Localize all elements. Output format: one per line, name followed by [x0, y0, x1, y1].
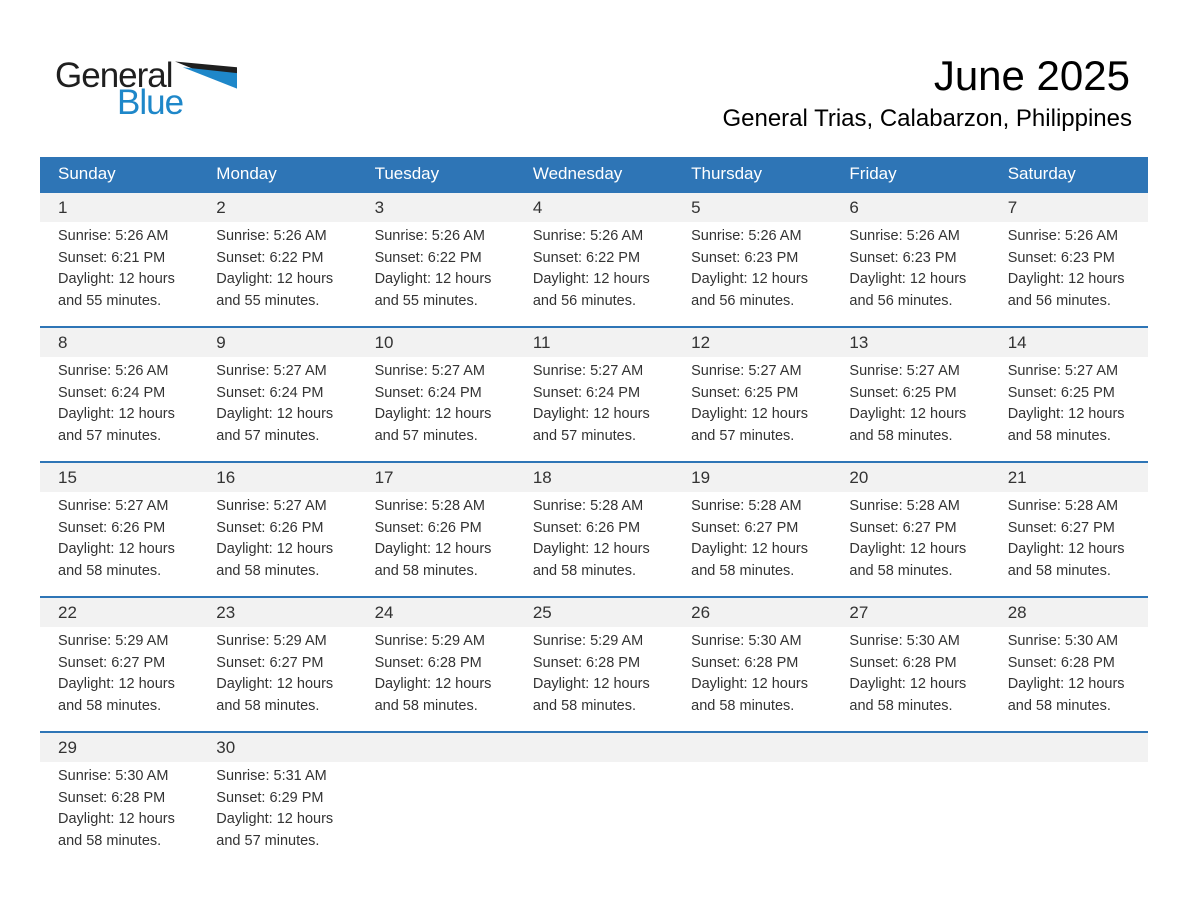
day-info: [673, 492, 831, 582]
daylight-text-line1: Daylight: 12 hours: [849, 676, 967, 692]
calendar-day-cell: [198, 192, 356, 327]
daylight-text-line2: and 58 minutes.: [849, 562, 953, 579]
day-number: 2: [198, 193, 356, 222]
week-row-3: [40, 462, 1148, 597]
sunset-text: Sunset: 6:24 PM: [374, 384, 482, 401]
day-info: [831, 222, 989, 312]
calendar-day-cell: [40, 327, 198, 462]
sunrise-text: Sunrise: 5:27 AM: [374, 363, 485, 379]
calendar-empty-cell: [990, 732, 1148, 866]
daylight-text-line1: Daylight: 12 hours: [58, 811, 175, 827]
day-number: 24: [357, 598, 515, 627]
weekday-header-monday: Monday: [198, 157, 356, 192]
month-title: June 2025: [933, 52, 1130, 99]
day-number: 17: [357, 463, 515, 492]
day-info: [990, 762, 1148, 766]
sunset-text: Sunset: 6:28 PM: [691, 654, 799, 671]
daylight-text-line1: Daylight: 12 hours: [691, 406, 808, 422]
general-blue-logo: [55, 58, 275, 120]
sunrise-text: Sunrise: 5:27 AM: [849, 363, 960, 379]
day-number: [990, 733, 1148, 762]
day-number: 8: [40, 328, 198, 357]
sunset-text: Sunset: 6:26 PM: [216, 519, 324, 536]
daylight-text-line1: Daylight: 12 hours: [1007, 406, 1125, 422]
daylight-text-line2: and 55 minutes.: [58, 292, 162, 309]
day-number: 10: [357, 328, 515, 357]
sunset-text: Sunset: 6:29 PM: [216, 789, 324, 806]
sunrise-text: Sunrise: 5:26 AM: [58, 228, 169, 244]
day-number: 21: [990, 463, 1148, 492]
day-info: [990, 627, 1148, 717]
day-number: 22: [40, 598, 198, 627]
logo-triangle-icon: [175, 59, 237, 93]
calendar-day-cell: [40, 462, 198, 597]
sunrise-text: Sunrise: 5:29 AM: [216, 633, 327, 649]
sunset-text: Sunset: 6:28 PM: [374, 654, 482, 671]
daylight-text-line1: Daylight: 12 hours: [216, 676, 334, 692]
day-number: 4: [515, 193, 673, 222]
daylight-text-line2: and 58 minutes.: [58, 697, 162, 714]
sunrise-text: Sunrise: 5:26 AM: [58, 363, 169, 379]
daylight-text-line1: Daylight: 12 hours: [58, 406, 175, 422]
day-info: [831, 627, 989, 717]
day-info: [990, 357, 1148, 447]
sunrise-text: Sunrise: 5:28 AM: [532, 498, 644, 514]
day-info: [357, 492, 515, 582]
sunset-text: Sunset: 6:28 PM: [532, 654, 641, 671]
logo-text-general: General: [55, 56, 173, 95]
sunset-text: Sunset: 6:25 PM: [849, 384, 957, 401]
calendar-body: [40, 192, 1148, 866]
day-info: [990, 222, 1148, 312]
daylight-text-line2: and 56 minutes.: [849, 292, 953, 309]
weekday-header-sunday: Sunday: [40, 157, 198, 192]
calendar-day-cell: [990, 327, 1148, 462]
daylight-text-line1: Daylight: 12 hours: [216, 811, 334, 827]
week-row-5: [40, 732, 1148, 866]
calendar-day-cell: [198, 732, 356, 866]
sunset-text: Sunset: 6:25 PM: [691, 384, 799, 401]
day-info: [40, 762, 198, 852]
day-number: 19: [673, 463, 831, 492]
day-number: 25: [515, 598, 673, 627]
sunrise-text: Sunrise: 5:30 AM: [849, 633, 960, 649]
daylight-text-line1: Daylight: 12 hours: [1007, 676, 1125, 692]
sunrise-text: Sunrise: 5:26 AM: [1007, 228, 1119, 244]
daylight-text-line2: and 58 minutes.: [374, 697, 478, 714]
day-info: [673, 762, 831, 766]
sunrise-text: Sunrise: 5:27 AM: [58, 498, 169, 514]
sunset-text: Sunset: 6:27 PM: [58, 654, 166, 671]
day-number: 3: [357, 193, 515, 222]
logo-text-blue: Blue: [117, 83, 184, 122]
calendar-day-cell: [357, 327, 515, 462]
sunrise-text: Sunrise: 5:27 AM: [1007, 363, 1119, 379]
day-number: 6: [831, 193, 989, 222]
daylight-text-line1: Daylight: 12 hours: [216, 541, 334, 557]
day-info: [831, 357, 989, 447]
daylight-text-line2: and 58 minutes.: [691, 562, 795, 579]
daylight-text-line2: and 58 minutes.: [1007, 697, 1111, 714]
daylight-text-line1: Daylight: 12 hours: [1007, 541, 1125, 557]
calendar-day-cell: [831, 462, 989, 597]
day-number: 9: [198, 328, 356, 357]
daylight-text-line1: Daylight: 12 hours: [849, 406, 967, 422]
day-number: [673, 733, 831, 762]
daylight-text-line1: Daylight: 12 hours: [374, 406, 492, 422]
day-info: [673, 357, 831, 447]
sunset-text: Sunset: 6:27 PM: [216, 654, 324, 671]
day-info: [198, 762, 356, 852]
sunrise-text: Sunrise: 5:30 AM: [691, 633, 802, 649]
calendar-day-cell: [990, 462, 1148, 597]
sunset-text: Sunset: 6:27 PM: [849, 519, 957, 536]
calendar-day-cell: [673, 327, 831, 462]
calendar-day-cell: [831, 192, 989, 327]
day-info: [673, 222, 831, 312]
daylight-text-line1: Daylight: 12 hours: [58, 541, 175, 557]
sunset-text: Sunset: 6:21 PM: [58, 249, 166, 266]
calendar-day-cell: [40, 732, 198, 866]
daylight-text-line2: and 58 minutes.: [58, 562, 162, 579]
daylight-text-line1: Daylight: 12 hours: [216, 271, 334, 287]
calendar-day-cell: [40, 597, 198, 732]
day-number: [831, 733, 989, 762]
daylight-text-line2: and 56 minutes.: [691, 292, 795, 309]
daylight-text-line2: and 58 minutes.: [1007, 427, 1111, 444]
sunrise-text: Sunrise: 5:27 AM: [691, 363, 802, 379]
daylight-text-line2: and 57 minutes.: [691, 427, 795, 444]
sunrise-text: Sunrise: 5:26 AM: [849, 228, 960, 244]
sunset-text: Sunset: 6:28 PM: [849, 654, 957, 671]
daylight-text-line2: and 57 minutes.: [58, 427, 162, 444]
sunset-text: Sunset: 6:24 PM: [58, 384, 166, 401]
day-info: [831, 762, 989, 766]
sunrise-text: Sunrise: 5:28 AM: [691, 498, 802, 514]
daylight-text-line2: and 57 minutes.: [374, 427, 478, 444]
weekday-header-saturday: Saturday: [990, 157, 1148, 192]
daylight-text-line2: and 58 minutes.: [849, 427, 953, 444]
sunrise-text: Sunrise: 5:31 AM: [216, 768, 327, 784]
daylight-text-line2: and 55 minutes.: [374, 292, 478, 309]
day-number: 5: [673, 193, 831, 222]
calendar-day-cell: [673, 597, 831, 732]
day-number: 29: [40, 733, 198, 762]
day-number: 14: [990, 328, 1148, 357]
calendar-day-cell: [357, 597, 515, 732]
daylight-text-line2: and 57 minutes.: [216, 427, 320, 444]
calendar-day-cell: [198, 462, 356, 597]
day-number: 23: [198, 598, 356, 627]
sunrise-text: Sunrise: 5:28 AM: [849, 498, 960, 514]
daylight-text-line2: and 58 minutes.: [216, 562, 320, 579]
sunrise-text: Sunrise: 5:26 AM: [532, 228, 644, 244]
day-info: [357, 357, 515, 447]
sunrise-text: Sunrise: 5:26 AM: [374, 228, 485, 244]
sunset-text: Sunset: 6:23 PM: [849, 249, 957, 266]
daylight-text-line1: Daylight: 12 hours: [216, 406, 334, 422]
sunrise-text: Sunrise: 5:29 AM: [58, 633, 169, 649]
week-row-1: [40, 192, 1148, 327]
sunset-text: Sunset: 6:23 PM: [691, 249, 799, 266]
sunrise-text: Sunrise: 5:29 AM: [532, 633, 644, 649]
sunset-text: Sunset: 6:22 PM: [216, 249, 324, 266]
day-number: 26: [673, 598, 831, 627]
daylight-text-line1: Daylight: 12 hours: [532, 271, 650, 287]
daylight-text-line2: and 58 minutes.: [216, 697, 320, 714]
sunset-text: Sunset: 6:23 PM: [1007, 249, 1115, 266]
sunset-text: Sunset: 6:26 PM: [58, 519, 166, 536]
calendar-day-cell: [40, 192, 198, 327]
sunset-text: Sunset: 6:22 PM: [532, 249, 641, 266]
calendar-table: [40, 157, 1148, 866]
calendar-empty-cell: [673, 732, 831, 866]
day-number: 20: [831, 463, 989, 492]
daylight-text-line1: Daylight: 12 hours: [849, 541, 967, 557]
calendar-empty-cell: [357, 732, 515, 866]
sunrise-text: Sunrise: 5:29 AM: [374, 633, 485, 649]
daylight-text-line2: and 56 minutes.: [1007, 292, 1111, 309]
calendar-day-cell: [990, 597, 1148, 732]
calendar-day-cell: [198, 327, 356, 462]
sunset-text: Sunset: 6:24 PM: [216, 384, 324, 401]
daylight-text-line2: and 58 minutes.: [58, 832, 162, 849]
day-info: [198, 357, 356, 447]
calendar-day-cell: [515, 327, 673, 462]
location-subtitle: General Trias, Calabarzon, Philippines: [722, 105, 1132, 133]
day-info: [515, 492, 673, 582]
daylight-text-line1: Daylight: 12 hours: [849, 271, 967, 287]
day-info: [40, 627, 198, 717]
calendar-day-cell: [673, 462, 831, 597]
day-number: 12: [673, 328, 831, 357]
sunset-text: Sunset: 6:26 PM: [532, 519, 641, 536]
daylight-text-line1: Daylight: 12 hours: [374, 271, 492, 287]
day-number: 18: [515, 463, 673, 492]
sunrise-text: Sunrise: 5:28 AM: [374, 498, 485, 514]
day-number: 28: [990, 598, 1148, 627]
daylight-text-line1: Daylight: 12 hours: [374, 541, 492, 557]
weekday-header-tuesday: Tuesday: [357, 157, 515, 192]
daylight-text-line2: and 57 minutes.: [532, 427, 637, 444]
daylight-text-line1: Daylight: 12 hours: [691, 676, 808, 692]
calendar-day-cell: [198, 597, 356, 732]
calendar-day-cell: [831, 597, 989, 732]
weekday-header-wednesday: Wednesday: [515, 157, 673, 192]
title-block: [722, 52, 1148, 133]
calendar-day-cell: [990, 192, 1148, 327]
sunrise-text: Sunrise: 5:28 AM: [1007, 498, 1119, 514]
sunset-text: Sunset: 6:22 PM: [374, 249, 482, 266]
day-number: 15: [40, 463, 198, 492]
calendar-day-cell: [515, 462, 673, 597]
calendar-header: [40, 157, 1148, 192]
day-info: [673, 627, 831, 717]
day-number: 11: [515, 328, 673, 357]
daylight-text-line2: and 58 minutes.: [1007, 562, 1111, 579]
weekday-header-row: [40, 157, 1148, 192]
daylight-text-line1: Daylight: 12 hours: [691, 271, 808, 287]
calendar-day-cell: [357, 192, 515, 327]
day-number: 1: [40, 193, 198, 222]
calendar-day-cell: [515, 192, 673, 327]
day-number: 30: [198, 733, 356, 762]
daylight-text-line1: Daylight: 12 hours: [532, 406, 650, 422]
sunrise-text: Sunrise: 5:30 AM: [1007, 633, 1119, 649]
calendar-day-cell: [673, 192, 831, 327]
daylight-text-line1: Daylight: 12 hours: [58, 271, 175, 287]
day-number: [515, 733, 673, 762]
sunrise-text: Sunrise: 5:27 AM: [532, 363, 644, 379]
day-number: [357, 733, 515, 762]
day-info: [40, 492, 198, 582]
sunset-text: Sunset: 6:24 PM: [532, 384, 641, 401]
day-info: [198, 492, 356, 582]
calendar-empty-cell: [515, 732, 673, 866]
sunset-text: Sunset: 6:25 PM: [1007, 384, 1115, 401]
day-number: 27: [831, 598, 989, 627]
daylight-text-line2: and 58 minutes.: [374, 562, 478, 579]
calendar-day-cell: [515, 597, 673, 732]
day-info: [357, 627, 515, 717]
weekday-header-thursday: Thursday: [673, 157, 831, 192]
sunrise-text: Sunrise: 5:26 AM: [216, 228, 327, 244]
sunrise-text: Sunrise: 5:27 AM: [216, 498, 327, 514]
day-number: 16: [198, 463, 356, 492]
calendar-empty-cell: [831, 732, 989, 866]
daylight-text-line2: and 58 minutes.: [532, 697, 637, 714]
day-number: 13: [831, 328, 989, 357]
daylight-text-line2: and 58 minutes.: [691, 697, 795, 714]
day-info: [40, 222, 198, 312]
daylight-text-line1: Daylight: 12 hours: [374, 676, 492, 692]
daylight-text-line2: and 55 minutes.: [216, 292, 320, 309]
sunrise-text: Sunrise: 5:30 AM: [58, 768, 169, 784]
day-info: [515, 357, 673, 447]
day-info: [40, 357, 198, 447]
daylight-text-line1: Daylight: 12 hours: [532, 676, 650, 692]
week-row-2: [40, 327, 1148, 462]
calendar-day-cell: [831, 327, 989, 462]
day-info: [990, 492, 1148, 582]
day-info: [515, 222, 673, 312]
day-info: [198, 627, 356, 717]
day-info: [357, 222, 515, 312]
daylight-text-line1: Daylight: 12 hours: [532, 541, 650, 557]
week-row-4: [40, 597, 1148, 732]
sunset-text: Sunset: 6:26 PM: [374, 519, 482, 536]
day-info: [198, 222, 356, 312]
sunrise-text: Sunrise: 5:26 AM: [691, 228, 802, 244]
daylight-text-line2: and 56 minutes.: [532, 292, 637, 309]
daylight-text-line2: and 58 minutes.: [849, 697, 953, 714]
daylight-text-line1: Daylight: 12 hours: [58, 676, 175, 692]
sunrise-text: Sunrise: 5:27 AM: [216, 363, 327, 379]
sunset-text: Sunset: 6:27 PM: [691, 519, 799, 536]
day-number: 7: [990, 193, 1148, 222]
daylight-text-line2: and 57 minutes.: [216, 832, 320, 849]
sunset-text: Sunset: 6:28 PM: [58, 789, 166, 806]
day-info: [831, 492, 989, 582]
day-info: [515, 762, 673, 766]
daylight-text-line1: Daylight: 12 hours: [691, 541, 808, 557]
day-info: [357, 762, 515, 766]
sunset-text: Sunset: 6:27 PM: [1007, 519, 1115, 536]
daylight-text-line2: and 58 minutes.: [532, 562, 637, 579]
day-info: [515, 627, 673, 717]
daylight-text-line1: Daylight: 12 hours: [1007, 271, 1125, 287]
calendar-day-cell: [357, 462, 515, 597]
weekday-header-friday: Friday: [831, 157, 989, 192]
sunset-text: Sunset: 6:28 PM: [1007, 654, 1115, 671]
